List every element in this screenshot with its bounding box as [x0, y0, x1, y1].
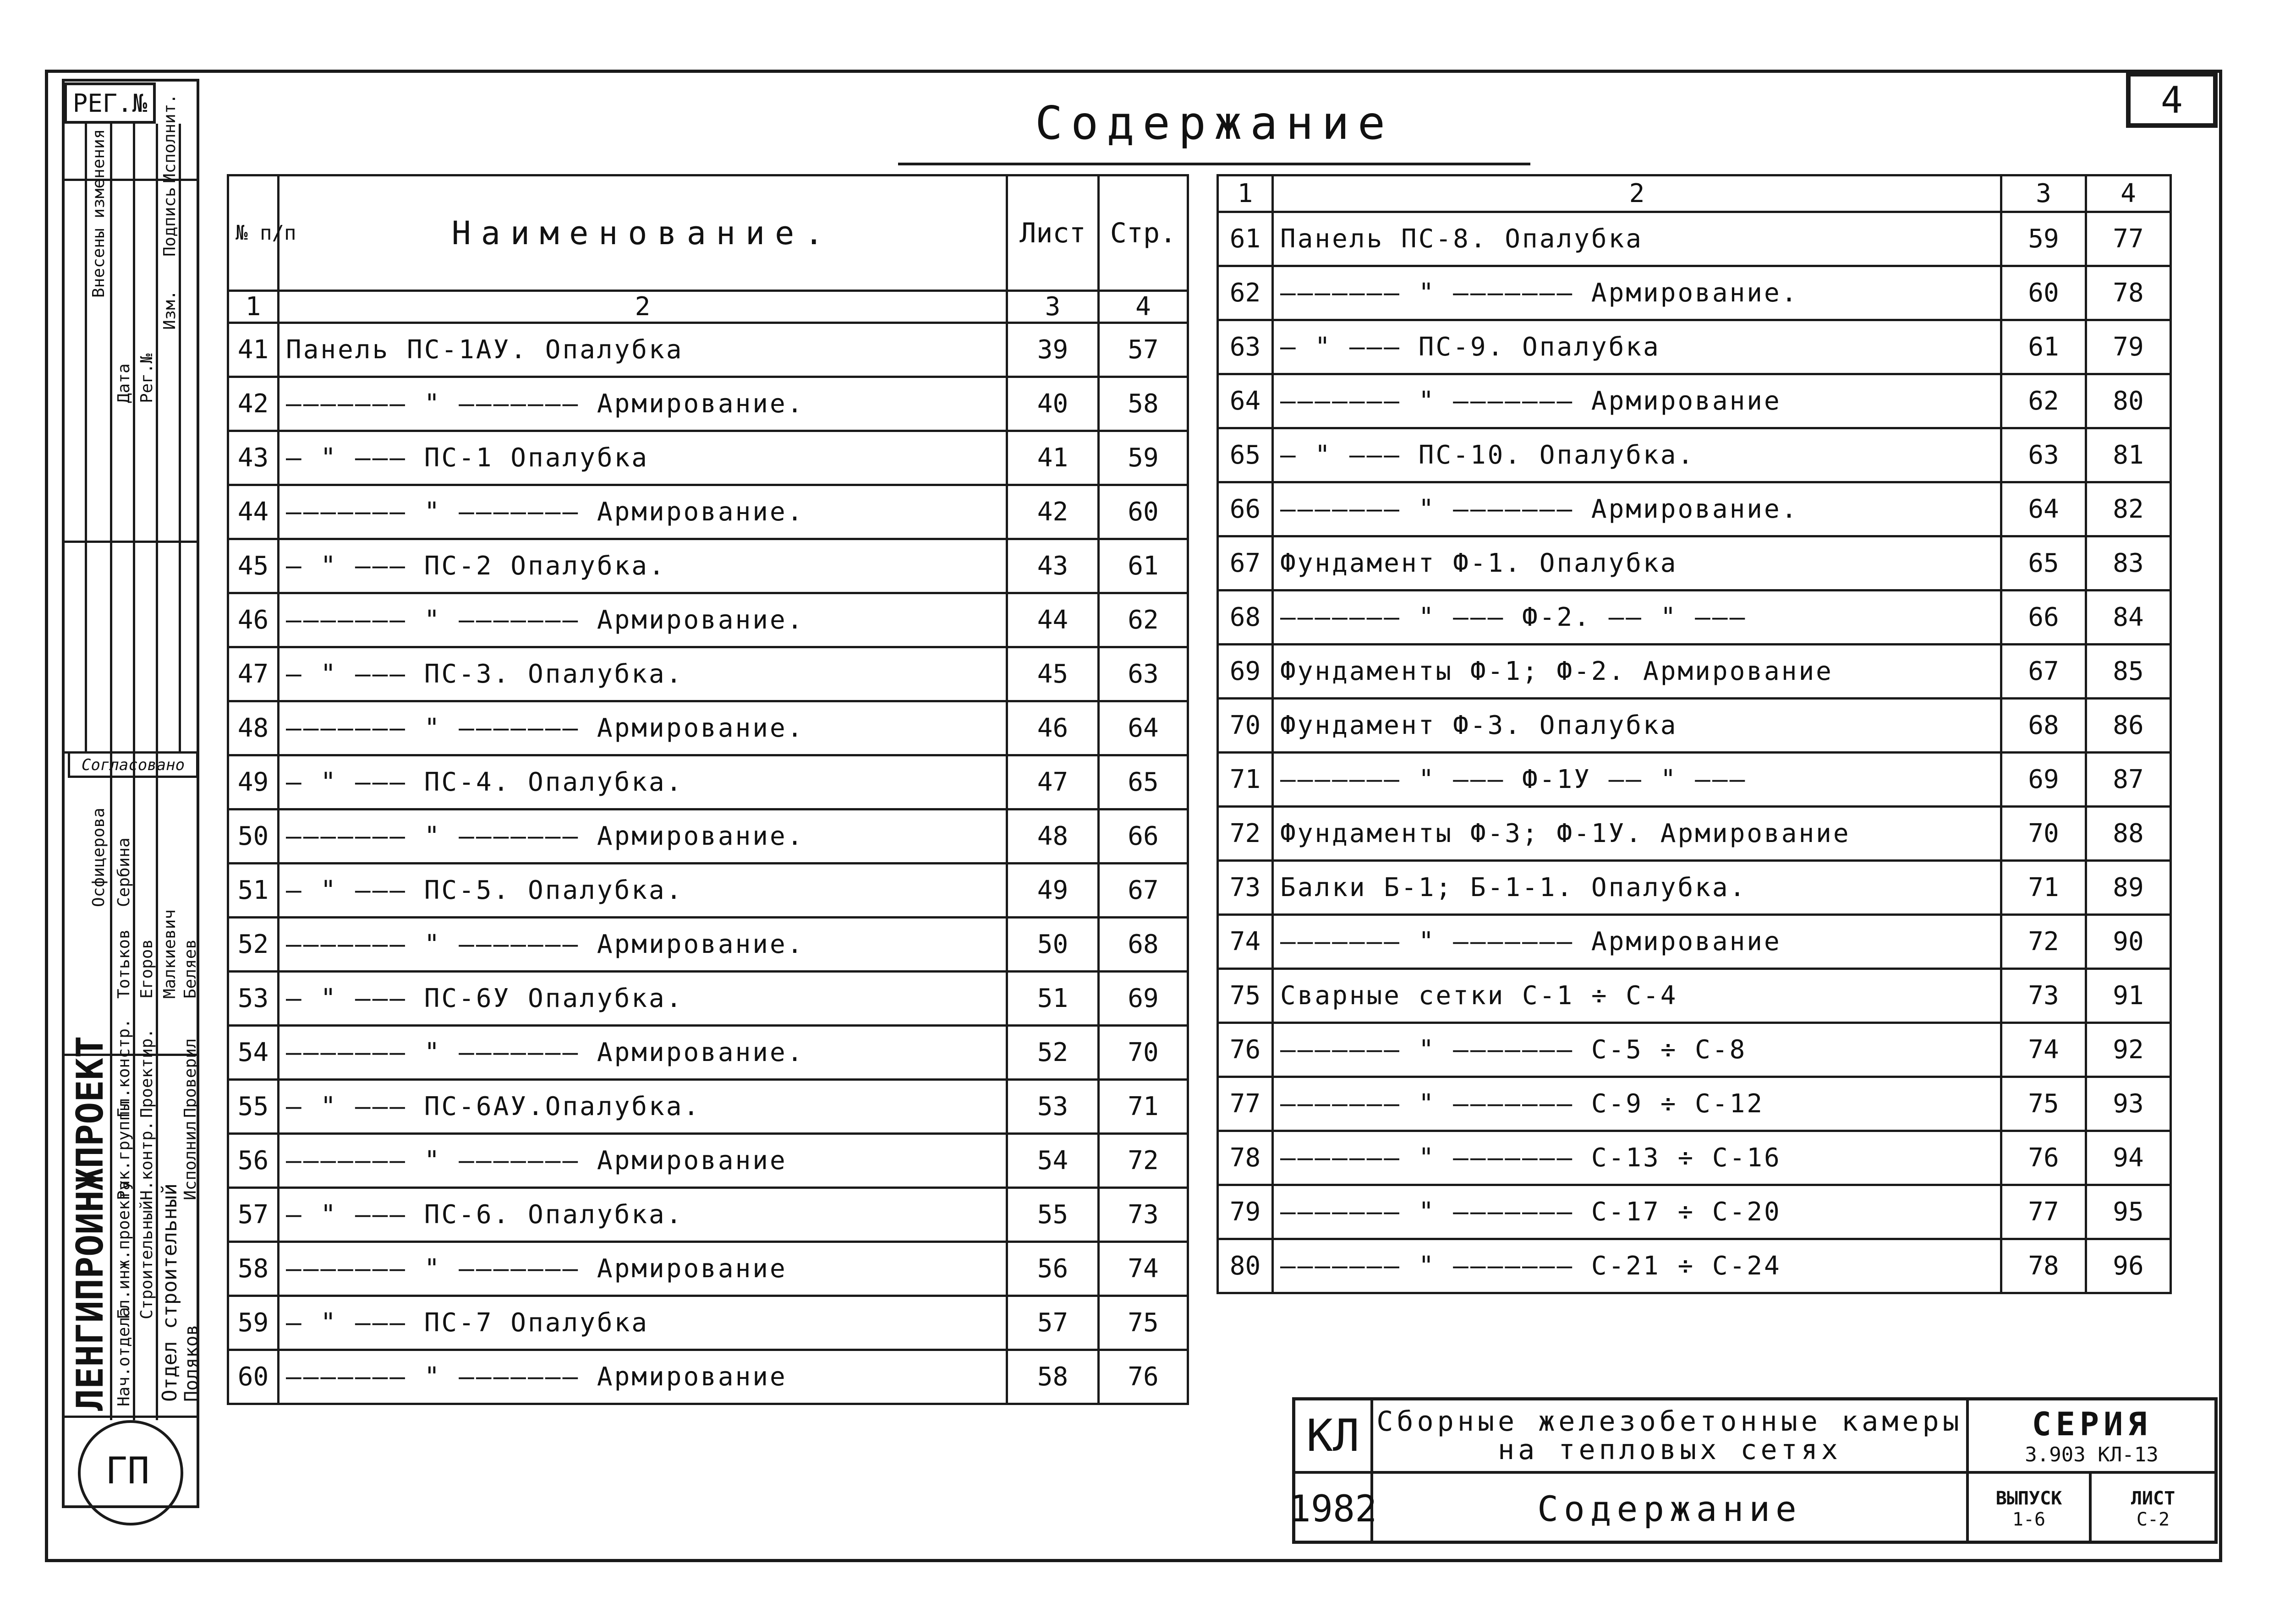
role-label: Нач.отдела — [115, 1307, 133, 1406]
table-row — [228, 918, 1188, 972]
row-page: 83 — [2086, 536, 2171, 591]
row-sheet: 44 — [1007, 593, 1099, 647]
row-number: 49 — [228, 755, 279, 809]
row-number: 41 — [228, 323, 279, 377]
row-name: Фундамент Ф-1. Опалубка — [1273, 536, 2001, 591]
header-sheet: Лист — [1007, 175, 1099, 291]
row-name: Панель ПС-1АУ. Опалубка — [279, 323, 1007, 377]
table-row — [1218, 753, 2171, 807]
row-sheet: 45 — [1007, 647, 1099, 701]
row-page: 87 — [2086, 753, 2171, 807]
table-row — [1218, 645, 2171, 699]
table-row — [228, 1134, 1188, 1188]
table-row — [1218, 482, 2171, 536]
sheet-value: С-2 — [2136, 1509, 2170, 1530]
table-row — [1218, 374, 2171, 428]
row-sheet: 66 — [2001, 591, 2086, 645]
changes-col-signature: Подпись — [160, 187, 179, 257]
row-number: 54 — [228, 1026, 279, 1080]
row-number: 75 — [1218, 969, 1273, 1023]
row-page: 60 — [1099, 485, 1188, 539]
table-row — [228, 1350, 1188, 1404]
row-number: 72 — [1218, 807, 1273, 861]
sheet-label: ЛИСТ — [2131, 1487, 2175, 1509]
row-name: ——————— " ——————— Армирование. — [279, 918, 1007, 972]
signer-name: Беляев — [181, 939, 200, 999]
signer-name: Малкиевич — [160, 909, 179, 999]
issue-cell — [1969, 1474, 2092, 1544]
row-sheet: 47 — [1007, 755, 1099, 809]
row-page: 71 — [1099, 1080, 1188, 1134]
row-name: ——————— " ——— Ф-2. —— " ——— — [1273, 591, 2001, 645]
row-number: 64 — [1218, 374, 1273, 428]
row-sheet: 40 — [1007, 377, 1099, 431]
row-sheet: 52 — [1007, 1026, 1099, 1080]
row-sheet: 67 — [2001, 645, 2086, 699]
changes-col-date: Дата — [115, 363, 133, 403]
role-label: Исполнил — [181, 1121, 200, 1200]
column-index-row — [228, 291, 1188, 323]
table-row — [1218, 1131, 2171, 1185]
row-name: ——————— " ——————— Армирование. — [279, 1026, 1007, 1080]
row-name: Балки Б-1; Б-1-1. Опалубка. — [1273, 861, 2001, 915]
row-name: ——————— " ——————— Армирование — [279, 1134, 1007, 1188]
row-number: 52 — [228, 918, 279, 972]
row-sheet: 64 — [2001, 482, 2086, 536]
row-page: 95 — [2086, 1185, 2171, 1239]
row-sheet: 58 — [1007, 1350, 1099, 1404]
changes-col-executor: Исполнит. — [160, 93, 179, 183]
row-name: — " ——— ПС-9. Опалубка — [1273, 320, 2001, 374]
header-page: Стр. — [1099, 175, 1188, 291]
row-page: 63 — [1099, 647, 1188, 701]
index-cell: 3 — [2001, 175, 2086, 212]
table-row — [228, 755, 1188, 809]
row-page: 74 — [1099, 1242, 1188, 1296]
table-row — [1218, 1023, 2171, 1077]
row-name: Фундаменты Ф-3; Ф-1У. Армирование — [1273, 807, 2001, 861]
table-row — [228, 701, 1188, 755]
row-name: Сварные сетки С-1 ÷ С-4 — [1273, 969, 2001, 1023]
row-page: 72 — [1099, 1134, 1188, 1188]
row-name: ——————— " ——————— Армирование. — [279, 809, 1007, 864]
project-title-line1: Сборные железобетонные камеры — [1376, 1405, 1963, 1438]
row-sheet: 50 — [1007, 918, 1099, 972]
changes-col-reg: Рег.№ — [137, 353, 156, 403]
row-number: 59 — [228, 1296, 279, 1350]
table-row — [1218, 861, 2171, 915]
row-name: — " ——— ПС-1 Опалубка — [279, 431, 1007, 485]
row-sheet: 53 — [1007, 1080, 1099, 1134]
index-cell: 1 — [1218, 175, 1273, 212]
sheet-title: Содержание — [1373, 1474, 1969, 1544]
contents-table-right — [1216, 174, 2172, 1294]
row-sheet: 73 — [2001, 969, 2086, 1023]
row-sheet: 57 — [1007, 1296, 1099, 1350]
row-sheet: 48 — [1007, 809, 1099, 864]
table-row — [228, 431, 1188, 485]
table-row — [228, 1188, 1188, 1242]
table-row — [1218, 536, 2171, 591]
row-number: 77 — [1218, 1077, 1273, 1131]
signer-name: Осфицерова — [89, 808, 108, 907]
row-sheet: 54 — [1007, 1134, 1099, 1188]
header-num: № п/п — [228, 175, 279, 291]
page-title: Содержание — [898, 96, 1530, 165]
row-sheet: 61 — [2001, 320, 2086, 374]
index-cell: 2 — [1273, 175, 2001, 212]
table-row — [1218, 807, 2171, 861]
reg-number-label: РЕГ.№ — [64, 82, 156, 124]
row-page: 93 — [2086, 1077, 2171, 1131]
row-name: ——————— " ——————— Армирование — [1273, 374, 2001, 428]
row-name: Фундамент Ф-3. Опалубка — [1273, 699, 2001, 753]
column-index-row — [1218, 175, 2171, 212]
row-number: 80 — [1218, 1239, 1273, 1293]
row-number: 55 — [228, 1080, 279, 1134]
row-number: 70 — [1218, 699, 1273, 753]
row-number: 43 — [228, 431, 279, 485]
row-number: 61 — [1218, 212, 1273, 266]
row-sheet: 41 — [1007, 431, 1099, 485]
row-page: 86 — [2086, 699, 2171, 753]
signer-name: Поляков — [181, 1324, 202, 1402]
project-title — [1373, 1400, 1969, 1474]
row-name: — " ——— ПС-6. Опалубка. — [279, 1188, 1007, 1242]
row-page: 70 — [1099, 1026, 1188, 1080]
row-page: 62 — [1099, 593, 1188, 647]
row-name: ——————— " ——————— С-5 ÷ С-8 — [1273, 1023, 2001, 1077]
project-title-line2: на тепловых сетях — [1497, 1434, 1842, 1466]
row-number: 44 — [228, 485, 279, 539]
row-number: 46 — [228, 593, 279, 647]
series-value: 3.903 КЛ-13 — [2025, 1443, 2159, 1466]
signer-name: Строительный — [137, 1200, 156, 1319]
row-page: 78 — [2086, 266, 2171, 320]
row-page: 89 — [2086, 861, 2171, 915]
table-row — [228, 647, 1188, 701]
row-name: ——————— " ——————— Армирование. — [279, 593, 1007, 647]
signer-name: Егоров — [137, 939, 156, 999]
row-name: — " ——— ПС-10. Опалубка. — [1273, 428, 2001, 482]
row-sheet: 72 — [2001, 915, 2086, 969]
row-name: — " ——— ПС-4. Опалубка. — [279, 755, 1007, 809]
row-sheet: 71 — [2001, 861, 2086, 915]
row-name: ——————— " ——————— Армирование — [279, 1242, 1007, 1296]
row-page: 67 — [1099, 864, 1188, 918]
table-row — [1218, 699, 2171, 753]
row-number: 76 — [1218, 1023, 1273, 1077]
row-name: ——————— " ——————— Армирование — [279, 1350, 1007, 1404]
role-label: Н.контр. — [137, 1121, 156, 1200]
table-row — [1218, 591, 2171, 645]
table-header-row — [228, 175, 1188, 291]
row-page: 59 — [1099, 431, 1188, 485]
index-cell: 1 — [228, 291, 279, 323]
index-cell: 3 — [1007, 291, 1099, 323]
row-number: 47 — [228, 647, 279, 701]
row-sheet: 69 — [2001, 753, 2086, 807]
row-name: ——————— " ——————— С-13 ÷ С-16 — [1273, 1131, 2001, 1185]
row-page: 73 — [1099, 1188, 1188, 1242]
table-row — [228, 972, 1188, 1026]
series-cell — [1969, 1400, 2214, 1474]
row-name: Фундаменты Ф-1; Ф-2. Армирование — [1273, 645, 2001, 699]
row-number: 79 — [1218, 1185, 1273, 1239]
row-number: 67 — [1218, 536, 1273, 591]
document-code: КЛ — [1295, 1400, 1373, 1474]
row-page: 92 — [2086, 1023, 2171, 1077]
row-sheet: 68 — [2001, 699, 2086, 753]
row-sheet: 46 — [1007, 701, 1099, 755]
approved-label: Согласовано — [68, 751, 198, 778]
table-row — [1218, 212, 2171, 266]
table-row — [1218, 1077, 2171, 1131]
changes-header: Внесены изменения — [89, 129, 108, 298]
row-sheet: 70 — [2001, 807, 2086, 861]
table-row — [1218, 320, 2171, 374]
row-page: 84 — [2086, 591, 2171, 645]
row-name: ——————— " ——————— С-17 ÷ С-20 — [1273, 1185, 2001, 1239]
table-row — [228, 1242, 1188, 1296]
role-label: Проверил — [181, 1038, 200, 1118]
row-number: 53 — [228, 972, 279, 1026]
organization-emblem-icon: ГП — [78, 1420, 183, 1526]
row-page: 96 — [2086, 1239, 2171, 1293]
row-number: 50 — [228, 809, 279, 864]
row-page: 61 — [1099, 539, 1188, 593]
title-block — [1288, 1397, 2218, 1544]
sheet-number: 4 — [2126, 72, 2218, 128]
role-label: Рук.группы — [115, 1101, 133, 1200]
row-page: 66 — [1099, 809, 1188, 864]
row-name: ——————— " ——————— С-21 ÷ С-24 — [1273, 1239, 2001, 1293]
row-page: 94 — [2086, 1131, 2171, 1185]
row-name: — " ——— ПС-6АУ.Опалубка. — [279, 1080, 1007, 1134]
row-number: 63 — [1218, 320, 1273, 374]
row-page: 76 — [1099, 1350, 1188, 1404]
table-row — [1218, 1185, 2171, 1239]
side-divider — [85, 124, 87, 751]
row-sheet: 74 — [2001, 1023, 2086, 1077]
organization-name: ЛЕНГИПРОИНЖПРОЕКТ — [69, 1036, 111, 1411]
row-name: ——————— " ——— Ф-1У —— " ——— — [1273, 753, 2001, 807]
table-row — [228, 377, 1188, 431]
row-name: ——————— " ——————— Армирование. — [279, 485, 1007, 539]
row-sheet: 60 — [2001, 266, 2086, 320]
sheet-cell — [2092, 1474, 2214, 1544]
table-row — [228, 593, 1188, 647]
row-number: 74 — [1218, 915, 1273, 969]
side-divider — [62, 1416, 199, 1418]
row-sheet: 42 — [1007, 485, 1099, 539]
row-sheet: 76 — [2001, 1131, 2086, 1185]
role-label: Проектир. — [137, 1028, 156, 1118]
department-label: Отдел строительный — [158, 1183, 181, 1402]
row-number: 65 — [1218, 428, 1273, 482]
row-sheet: 56 — [1007, 1242, 1099, 1296]
row-name: ——————— " ——————— Армирование. — [279, 701, 1007, 755]
row-page: 75 — [1099, 1296, 1188, 1350]
table-row — [1218, 915, 2171, 969]
row-name: ——————— " ——————— Армирование. — [279, 377, 1007, 431]
left-table-body — [228, 323, 1188, 1404]
document-year: 1982 — [1295, 1474, 1373, 1544]
right-table-body — [1218, 212, 2171, 1293]
row-name: — " ——— ПС-5. Опалубка. — [279, 864, 1007, 918]
row-name: — " ——— ПС-6У Опалубка. — [279, 972, 1007, 1026]
row-number: 62 — [1218, 266, 1273, 320]
row-page: 80 — [2086, 374, 2171, 428]
role-label: Гл.инж.проекта — [115, 1180, 133, 1319]
row-number: 48 — [228, 701, 279, 755]
row-sheet: 59 — [2001, 212, 2086, 266]
signer-name: Тотьков — [115, 929, 133, 999]
row-number: 73 — [1218, 861, 1273, 915]
table-row — [1218, 428, 2171, 482]
row-page: 91 — [2086, 969, 2171, 1023]
row-sheet: 43 — [1007, 539, 1099, 593]
table-row — [228, 864, 1188, 918]
row-page: 58 — [1099, 377, 1188, 431]
row-name: ——————— " ——————— Армирование. — [1273, 482, 2001, 536]
row-sheet: 49 — [1007, 864, 1099, 918]
table-row — [228, 809, 1188, 864]
row-page: 77 — [2086, 212, 2171, 266]
row-page: 82 — [2086, 482, 2171, 536]
row-sheet: 39 — [1007, 323, 1099, 377]
row-page: 81 — [2086, 428, 2171, 482]
changes-col-change: Изм. — [160, 290, 179, 330]
table-row — [228, 1296, 1188, 1350]
issue-value: 1-6 — [2012, 1509, 2046, 1530]
row-number: 42 — [228, 377, 279, 431]
table-row — [228, 485, 1188, 539]
row-name: — " ——— ПС-2 Опалубка. — [279, 539, 1007, 593]
row-sheet: 62 — [2001, 374, 2086, 428]
row-page: 69 — [1099, 972, 1188, 1026]
role-label: Гл.констр. — [115, 1018, 133, 1118]
row-name: ——————— " ——————— Армирование — [1273, 915, 2001, 969]
header-name: Наименование. — [279, 175, 1007, 291]
table-row — [228, 323, 1188, 377]
row-number: 78 — [1218, 1131, 1273, 1185]
row-sheet: 63 — [2001, 428, 2086, 482]
row-number: 68 — [1218, 591, 1273, 645]
row-page: 79 — [2086, 320, 2171, 374]
row-page: 88 — [2086, 807, 2171, 861]
row-page: 65 — [1099, 755, 1188, 809]
side-divider — [62, 541, 199, 543]
row-number: 45 — [228, 539, 279, 593]
row-sheet: 78 — [2001, 1239, 2086, 1293]
table-row — [228, 1026, 1188, 1080]
row-number: 60 — [228, 1350, 279, 1404]
row-page: 57 — [1099, 323, 1188, 377]
row-number: 66 — [1218, 482, 1273, 536]
row-number: 51 — [228, 864, 279, 918]
row-name: ——————— " ——————— С-9 ÷ С-12 — [1273, 1077, 2001, 1131]
row-number: 71 — [1218, 753, 1273, 807]
row-number: 58 — [228, 1242, 279, 1296]
table-row — [228, 539, 1188, 593]
row-sheet: 55 — [1007, 1188, 1099, 1242]
table-row — [1218, 1239, 2171, 1293]
series-label: СЕРИЯ — [2032, 1405, 2152, 1443]
index-cell: 4 — [1099, 291, 1188, 323]
row-number: 69 — [1218, 645, 1273, 699]
index-cell: 2 — [279, 291, 1007, 323]
row-name: ——————— " ——————— Армирование. — [1273, 266, 2001, 320]
table-row — [1218, 969, 2171, 1023]
row-name: — " ——— ПС-7 Опалубка — [279, 1296, 1007, 1350]
row-page: 85 — [2086, 645, 2171, 699]
table-row — [228, 1080, 1188, 1134]
row-sheet: 65 — [2001, 536, 2086, 591]
row-sheet: 77 — [2001, 1185, 2086, 1239]
row-page: 64 — [1099, 701, 1188, 755]
row-page: 68 — [1099, 918, 1188, 972]
row-number: 57 — [228, 1188, 279, 1242]
row-name: — " ——— ПС-3. Опалубка. — [279, 647, 1007, 701]
row-sheet: 51 — [1007, 972, 1099, 1026]
index-cell: 4 — [2086, 175, 2171, 212]
signer-name: Сербина — [115, 837, 133, 907]
row-sheet: 75 — [2001, 1077, 2086, 1131]
row-number: 56 — [228, 1134, 279, 1188]
row-page: 90 — [2086, 915, 2171, 969]
contents-table-left — [227, 174, 1189, 1405]
row-name: Панель ПС-8. Опалубка — [1273, 212, 2001, 266]
issue-label: ВЫПУСК — [1995, 1487, 2062, 1509]
table-row — [1218, 266, 2171, 320]
